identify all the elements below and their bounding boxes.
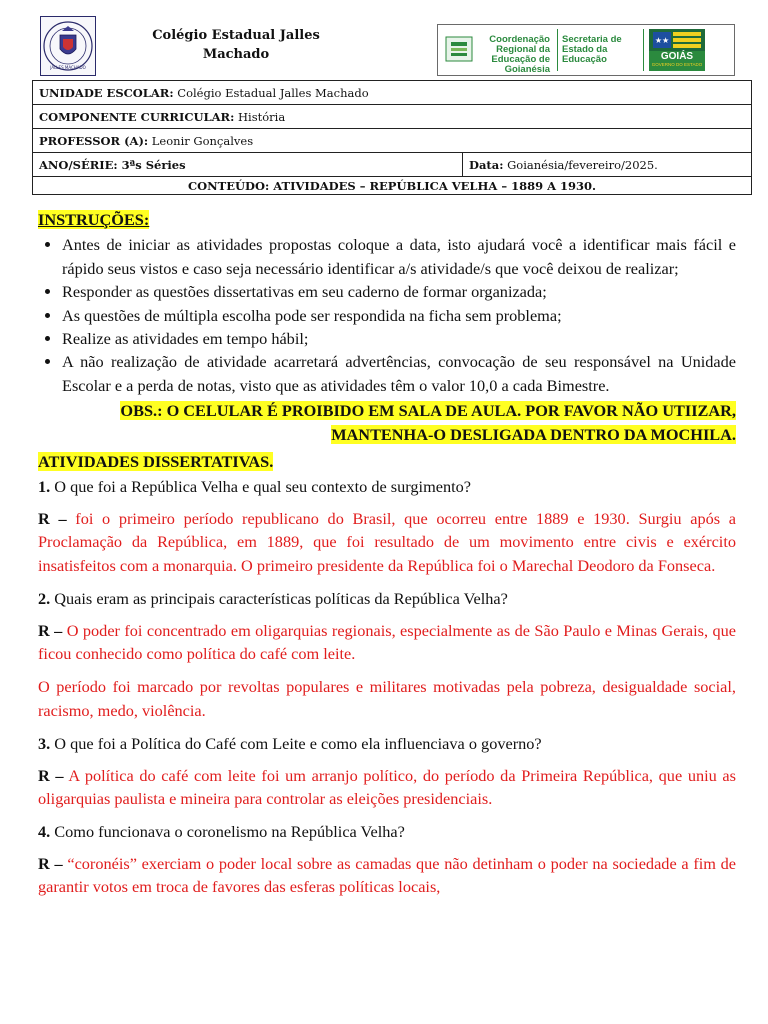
- school-info-table: [32, 80, 752, 195]
- secretaria-text: Secretaria de Estado da Educação: [562, 34, 622, 65]
- data-label: Data:: [469, 157, 504, 172]
- componente-label: COMPONENTE CURRICULAR:: [39, 109, 235, 124]
- info-row-professor: [33, 129, 752, 153]
- unidade-label: UNIDADE ESCOLAR:: [39, 85, 174, 100]
- coordenacao-logo-icon: [444, 35, 474, 63]
- instruction-item: • As questões de múltipla escolha pode ser respondida na ficha sem problema;: [62, 304, 736, 327]
- logo-divider: [557, 29, 558, 71]
- activities-title: ATIVIDADES DISSERTATIVAS.: [38, 452, 274, 472]
- answer-1: R – foi o primeiro período republicano do Brasil, que ocorreu entre 1889 e 1930. Surgiu após a Proclamação da República, em 1889, que foi resultado de um movimento entre civis e exército insatisfeitos com a monarquia. O primeiro presidente da República foi o Marechal Deodoro da Fonseca.: [38, 508, 737, 575]
- ano-serie-label: ANO/SÉRIE: 3ªs Séries: [39, 157, 186, 172]
- instruction-item: • Antes de iniciar as atividades propostas coloque a data, isto ajudará você a identificar mais fácil e rápido seus vistos e caso seja necessário identificar a/s atividade/s que você deixou de realizar;: [62, 233, 736, 280]
- svg-text:JALLES MACHADO: JALLES MACHADO: [50, 65, 86, 70]
- instruction-item: • A não realização de atividade acarretará advertências, convocação de seu responsável na Unidade Escolar e a perda de notas, visto que as atividades têm o valor 10,0 a cada Bimestre.: [62, 350, 736, 397]
- answer-4: R – “coronéis” exerciam o poder local sobre as camadas que não detinham o poder na sociedade a fim de garantir votos em troca de favores das esferas políticas locais,: [38, 853, 737, 897]
- instruction-item: • Realize as atividades em tempo hábil;: [62, 327, 736, 350]
- school-name: Colégio Estadual Jalles Machado: [152, 28, 320, 62]
- coordenacao-text: Coordenação Regional da Educação de Goianésia: [489, 34, 550, 75]
- info-row-ano-data: [33, 153, 752, 177]
- instruction-item: • Responder as questões dissertativas em seu caderno de formar organizada;: [62, 280, 736, 303]
- answer-2: R – O poder foi concentrado em oligarquias regionais, especialmente as de São Paulo e Minas Gerais, que ficou conhecido como política do café com leite.: [38, 620, 736, 663]
- professor-label: PROFESSOR (A):: [39, 133, 149, 148]
- question-2: 2. Quais eram as principais características políticas da República Velha?: [38, 589, 508, 609]
- answer-2-continued: O período foi marcado por revoltas populares e militares motivadas pela pobreza, desigualdade social, racismo, medo, violência.: [38, 677, 736, 720]
- logo-divider: [643, 29, 644, 71]
- info-row-componente: [33, 105, 752, 129]
- goias-text: GOIÁS: [660, 51, 694, 62]
- question-4: 4. Como funcionava o coronelismo na República Velha?: [38, 822, 405, 842]
- data-value: Goianésia/fevereiro/2025.: [503, 157, 658, 172]
- goias-sub-text: GOVERNO DO ESTADO: [651, 62, 703, 67]
- info-row-unidade: [33, 81, 752, 105]
- question-1: 1. O que foi a República Velha e qual seu contexto de surgimento?: [38, 477, 472, 497]
- info-row-conteudo: [33, 177, 752, 195]
- worksheet-content: [38, 208, 736, 909]
- instructions-title: INSTRUÇÕES:: [38, 210, 150, 229]
- conteudo-title: CONTEÚDO: ATIVIDADES – REPÚBLICA VELHA – 1889 A 1930.: [33, 177, 752, 195]
- svg-text:★★: ★★: [654, 36, 670, 45]
- instructions-list: [38, 233, 736, 397]
- professor-value: Leonir Gonçalves: [148, 133, 254, 148]
- answer-3: R – A política do café com leite foi um arranjo político, do período da Primeira República, que uniu as oligarquias paulista e mineira para controlar as eleições presidenciais.: [38, 765, 736, 808]
- question-3: 3. O que foi a Política do Café com Leite e como ela influenciava o governo?: [38, 734, 542, 754]
- obs-note-line-1: OBS.: O CELULAR É PROIBIDO EM SALA DE AULA. POR FAVOR NÃO UTIIZAR,: [120, 401, 736, 421]
- government-logo-banner: [437, 24, 735, 76]
- goias-logo: [649, 29, 705, 71]
- unidade-value: Colégio Estadual Jalles Machado: [173, 85, 369, 100]
- school-emblem-logo: [40, 16, 96, 76]
- componente-value: História: [234, 109, 286, 124]
- obs-note-line-2: MANTENHA-O DESLIGADA DENTRO DA MOCHILA.: [331, 424, 736, 444]
